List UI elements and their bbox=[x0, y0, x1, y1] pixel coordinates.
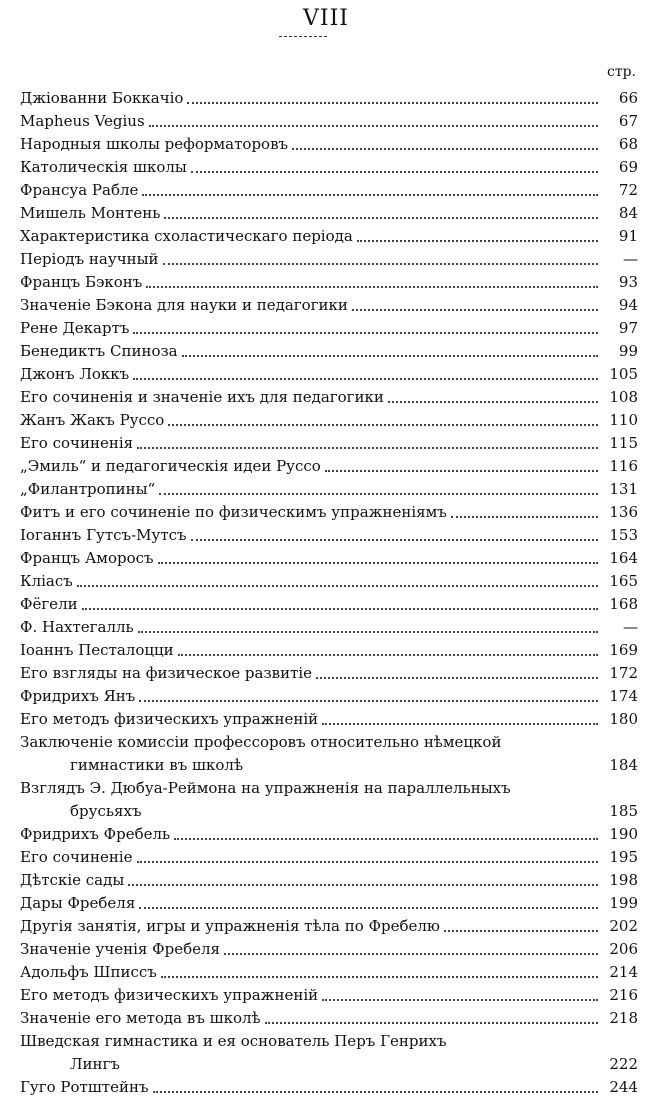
toc-entry-page: 206 bbox=[609, 940, 638, 958]
toc-entry-page: 72 bbox=[618, 181, 638, 199]
dot-leader bbox=[444, 930, 598, 932]
toc-entry-page: 94 bbox=[618, 296, 638, 314]
toc-entry-page: 214 bbox=[609, 963, 638, 981]
dot-leader bbox=[322, 999, 598, 1001]
toc-entry bbox=[20, 823, 638, 846]
toc-entry-title bbox=[20, 179, 138, 202]
dot-leader bbox=[325, 470, 598, 472]
toc-entry-title bbox=[20, 961, 157, 984]
dot-leader bbox=[161, 976, 598, 978]
toc-entry-title-line: Дары Фребеля bbox=[20, 894, 136, 912]
toc-entry-page: 169 bbox=[609, 641, 638, 659]
toc-entry-title bbox=[20, 271, 142, 294]
toc-entry-title-line: Джіованни Боккачіо bbox=[20, 89, 184, 107]
toc-entry-page: 184 bbox=[609, 756, 638, 774]
toc-entry-title bbox=[20, 1076, 149, 1099]
dot-leader bbox=[149, 125, 598, 127]
toc-entry-title-line: Гуго Ротштейнъ bbox=[20, 1078, 149, 1096]
toc-entry-title-line: Францъ Аморосъ bbox=[20, 549, 154, 567]
toc-entry-page: 216 bbox=[609, 986, 638, 1004]
toc-entry bbox=[20, 869, 638, 892]
toc-entry-title-line: Фридрихъ Янъ bbox=[20, 687, 136, 705]
toc-entry-page: 108 bbox=[609, 388, 638, 406]
toc-entry-title bbox=[20, 455, 321, 478]
toc-entry bbox=[20, 846, 638, 869]
toc-entry-page: 69 bbox=[618, 158, 638, 176]
toc-entry-title bbox=[20, 823, 170, 846]
toc-entry-page: 66 bbox=[618, 89, 638, 107]
toc-entry-title bbox=[20, 87, 183, 110]
page-number-roman: VIII bbox=[303, 6, 349, 31]
toc-entry-title-line: Фёгели bbox=[20, 595, 78, 613]
toc-entry-page: 131 bbox=[609, 480, 638, 498]
pages-column-label: стр. bbox=[607, 64, 636, 80]
toc-entry-page: 136 bbox=[609, 503, 638, 521]
toc-entry-title bbox=[20, 363, 129, 386]
toc-entry bbox=[20, 961, 638, 984]
toc-entry-title-line: Его сочиненія и значеніе ихъ для педагогики bbox=[20, 388, 384, 406]
toc-entry-title-line: Кліасъ bbox=[20, 572, 73, 590]
toc-entry-title bbox=[20, 202, 160, 225]
dot-leader bbox=[224, 953, 598, 955]
toc-entry bbox=[20, 1076, 638, 1099]
dot-leader bbox=[352, 309, 598, 311]
toc-entry-title-line: „Эмиль“ и педагогическія идеи Руссо bbox=[20, 457, 321, 475]
toc-entry-page: 222 bbox=[609, 1055, 638, 1073]
dot-leader bbox=[178, 654, 598, 656]
header-rule bbox=[279, 36, 327, 37]
toc-entry-page: 195 bbox=[609, 848, 638, 866]
toc-entry bbox=[20, 478, 638, 501]
toc-entry-title-line: Іоаннъ Песталоцци bbox=[20, 641, 174, 659]
toc-entry-title-line: Францъ Бэконъ bbox=[20, 273, 143, 291]
toc-entry-title bbox=[20, 386, 384, 409]
toc-entry-title-continuation: гимнастики въ школѣ bbox=[70, 756, 243, 774]
toc-entry-title bbox=[20, 340, 178, 363]
toc-entry-page: 105 bbox=[609, 365, 638, 383]
toc-entry bbox=[20, 363, 638, 386]
toc-entry-title bbox=[20, 639, 174, 662]
toc-entry bbox=[20, 87, 638, 110]
toc-entry-title bbox=[20, 616, 134, 639]
toc-entry-title-line: Его методъ физическихъ упражненій bbox=[20, 710, 319, 728]
toc-entry-title-line: Народныя школы реформаторовъ bbox=[20, 135, 289, 153]
toc-entry bbox=[20, 455, 638, 478]
toc-entry-title bbox=[20, 409, 164, 432]
toc-entry-title bbox=[20, 225, 353, 248]
toc-entry-page: 164 bbox=[609, 549, 638, 567]
toc-entry-title-line: Его методъ физическихъ упражненій bbox=[20, 986, 319, 1004]
toc-entry bbox=[20, 409, 638, 432]
toc-entry-title bbox=[20, 547, 154, 570]
dot-leader bbox=[77, 585, 598, 587]
toc-entry bbox=[20, 317, 638, 340]
toc-entry-title-line: Шведская гимнастика и ея основатель Перъ Генрихъ bbox=[20, 1032, 447, 1050]
toc-entry-title bbox=[20, 432, 133, 455]
toc-entry-page: 91 bbox=[618, 227, 638, 245]
toc-entry bbox=[20, 524, 638, 547]
toc-entry-page: 68 bbox=[618, 135, 638, 153]
toc-entry bbox=[20, 1030, 638, 1076]
dot-leader bbox=[163, 263, 598, 265]
toc-entry-title-continuation: брусьяхъ bbox=[70, 802, 142, 820]
toc-entry-title bbox=[20, 317, 129, 340]
toc-entry bbox=[20, 432, 638, 455]
toc-entry bbox=[20, 110, 638, 133]
toc-entry-page: 153 bbox=[609, 526, 638, 544]
toc-entry bbox=[20, 248, 638, 271]
toc-entry-title-line: Значеніе его метода въ школѣ bbox=[20, 1009, 261, 1027]
dot-leader bbox=[137, 861, 599, 863]
dot-leader bbox=[146, 286, 598, 288]
toc-entry-page: 110 bbox=[609, 411, 638, 429]
toc-entry-title bbox=[20, 731, 602, 777]
toc-entry-title-line: Періодъ научный bbox=[20, 250, 159, 268]
toc-entry-title bbox=[20, 846, 133, 869]
dot-leader bbox=[451, 516, 598, 518]
toc-entry bbox=[20, 225, 638, 248]
dot-leader bbox=[174, 838, 598, 840]
toc-entry bbox=[20, 731, 638, 777]
toc-entry-title bbox=[20, 133, 288, 156]
toc-entry-title-line: Взглядъ Э. Дюбуа-Реймона на упражненія на параллельныхъ bbox=[20, 779, 511, 797]
dot-leader bbox=[82, 608, 598, 610]
toc-entry-title-line: Рене Декартъ bbox=[20, 319, 130, 337]
toc-entry-page: — bbox=[623, 250, 638, 268]
toc-entry-title bbox=[20, 1007, 261, 1030]
toc-entry-page: 172 bbox=[609, 664, 638, 682]
dot-leader bbox=[322, 723, 598, 725]
table-of-contents bbox=[20, 87, 638, 1099]
dot-leader bbox=[182, 355, 598, 357]
toc-entry bbox=[20, 547, 638, 570]
toc-entry-page: 174 bbox=[609, 687, 638, 705]
toc-entry-title-line: Адольфъ Шписсъ bbox=[20, 963, 157, 981]
toc-entry-title-line: Значеніе Бэкона для науки и педагогики bbox=[20, 296, 348, 314]
toc-entry bbox=[20, 662, 638, 685]
toc-entry-page: 180 bbox=[609, 710, 638, 728]
toc-entry-page: 218 bbox=[609, 1009, 638, 1027]
toc-entry-page: 93 bbox=[618, 273, 638, 291]
toc-entry bbox=[20, 685, 638, 708]
toc-entry bbox=[20, 777, 638, 823]
dot-leader bbox=[187, 102, 598, 104]
dot-leader bbox=[138, 631, 598, 633]
toc-entry-page: 168 bbox=[609, 595, 638, 613]
toc-entry bbox=[20, 294, 638, 317]
toc-entry-title bbox=[20, 570, 73, 593]
toc-entry-title bbox=[20, 110, 145, 133]
toc-entry-title-line: Его сочиненіе bbox=[20, 848, 133, 866]
toc-entry bbox=[20, 1007, 638, 1030]
toc-entry bbox=[20, 708, 638, 731]
toc-entry-title bbox=[20, 984, 318, 1007]
toc-entry-title bbox=[20, 777, 602, 823]
toc-entry-title bbox=[20, 248, 159, 271]
dot-leader bbox=[292, 148, 598, 150]
toc-entry bbox=[20, 156, 638, 179]
dot-leader bbox=[265, 1022, 598, 1024]
dot-leader bbox=[142, 194, 598, 196]
toc-entry-page: 97 bbox=[618, 319, 638, 337]
dot-leader bbox=[159, 493, 598, 495]
toc-entry-page: 99 bbox=[618, 342, 638, 360]
toc-entry-title-line: Ф. Нахтегалль bbox=[20, 618, 134, 636]
toc-entry bbox=[20, 133, 638, 156]
toc-entry-title bbox=[20, 869, 124, 892]
toc-entry bbox=[20, 202, 638, 225]
toc-entry-title-line: Фитъ и его сочиненіе по физическимъ упражненіямъ bbox=[20, 503, 447, 521]
toc-entry bbox=[20, 501, 638, 524]
toc-entry-title bbox=[20, 685, 135, 708]
dot-leader bbox=[153, 1091, 599, 1093]
toc-entry-title bbox=[20, 1030, 602, 1076]
toc-entry-page: 115 bbox=[609, 434, 638, 452]
toc-entry-page: 116 bbox=[609, 457, 638, 475]
dot-leader bbox=[357, 240, 598, 242]
toc-entry-page: — bbox=[623, 618, 638, 636]
toc-entry bbox=[20, 271, 638, 294]
toc-entry-title-line: „Филантропины“ bbox=[20, 480, 156, 498]
toc-entry bbox=[20, 915, 638, 938]
toc-entry-title-line: Характеристика схоластическаго періода bbox=[20, 227, 353, 245]
toc-entry bbox=[20, 984, 638, 1007]
toc-entry bbox=[20, 938, 638, 961]
toc-entry-title-line: Франсуа Рабле bbox=[20, 181, 139, 199]
toc-entry bbox=[20, 616, 638, 639]
toc-entry-title bbox=[20, 892, 135, 915]
toc-entry-title-continuation: Лингъ bbox=[70, 1055, 120, 1073]
toc-entry-title bbox=[20, 593, 78, 616]
toc-entry bbox=[20, 386, 638, 409]
dot-leader bbox=[133, 332, 598, 334]
toc-entry-title bbox=[20, 915, 440, 938]
toc-entry bbox=[20, 570, 638, 593]
toc-entry-page: 199 bbox=[609, 894, 638, 912]
toc-entry-title-line: Другія занятія, игры и упражненія тѣла по Фребелю bbox=[20, 917, 440, 935]
dot-leader bbox=[158, 562, 598, 564]
toc-entry-title bbox=[20, 708, 318, 731]
dot-leader bbox=[137, 447, 598, 449]
toc-entry-page: 84 bbox=[618, 204, 638, 222]
dot-leader bbox=[191, 171, 598, 173]
dot-leader bbox=[164, 217, 598, 219]
dot-leader bbox=[388, 401, 598, 403]
toc-entry-title-line: Іоганнъ Гутсъ-Мутсъ bbox=[20, 526, 187, 544]
toc-entry-title bbox=[20, 662, 312, 685]
toc-entry-page: 198 bbox=[609, 871, 638, 889]
toc-entry-title-line: Его сочиненія bbox=[20, 434, 134, 452]
toc-entry-title bbox=[20, 938, 220, 961]
toc-entry bbox=[20, 179, 638, 202]
toc-entry-page: 67 bbox=[618, 112, 638, 130]
dot-leader bbox=[139, 700, 598, 702]
toc-entry-title-line: Значеніе ученія Фребеля bbox=[20, 940, 220, 958]
toc-entry-title bbox=[20, 501, 447, 524]
toc-entry-page: 244 bbox=[609, 1078, 638, 1096]
toc-entry-title-line: Mapheus Vegius bbox=[20, 112, 145, 130]
toc-entry-title-line: Дѣтскіе сады bbox=[20, 871, 125, 889]
toc-entry-title bbox=[20, 478, 155, 501]
toc-entry-page: 202 bbox=[609, 917, 638, 935]
toc-entry-title bbox=[20, 524, 187, 547]
dot-leader bbox=[168, 424, 598, 426]
toc-entry bbox=[20, 593, 638, 616]
toc-entry-title bbox=[20, 294, 348, 317]
toc-entry-page: 185 bbox=[609, 802, 638, 820]
dot-leader bbox=[133, 378, 598, 380]
toc-entry-title-line: Заключеніе комиссіи профессоровъ относительно нѣмецкой bbox=[20, 733, 502, 751]
dot-leader bbox=[316, 677, 598, 679]
toc-entry bbox=[20, 340, 638, 363]
dot-leader bbox=[191, 539, 598, 541]
toc-entry-title-line: Мишель Монтень bbox=[20, 204, 161, 222]
toc-entry bbox=[20, 892, 638, 915]
toc-entry-title bbox=[20, 156, 187, 179]
toc-entry-title-line: Бенедиктъ Спиноза bbox=[20, 342, 178, 360]
toc-entry-title-line: Жанъ Жакъ Руссо bbox=[20, 411, 165, 429]
toc-entry-title-line: Фридрихъ Фребель bbox=[20, 825, 171, 843]
dot-leader bbox=[139, 907, 598, 909]
toc-entry bbox=[20, 639, 638, 662]
toc-entry-title-line: Джонъ Локкъ bbox=[20, 365, 130, 383]
toc-entry-page: 165 bbox=[609, 572, 638, 590]
toc-entry-page: 190 bbox=[609, 825, 638, 843]
toc-entry-title-line: Католическія школы bbox=[20, 158, 187, 176]
toc-entry-title-line: Его взгляды на физическое развитіе bbox=[20, 664, 313, 682]
dot-leader bbox=[128, 884, 598, 886]
